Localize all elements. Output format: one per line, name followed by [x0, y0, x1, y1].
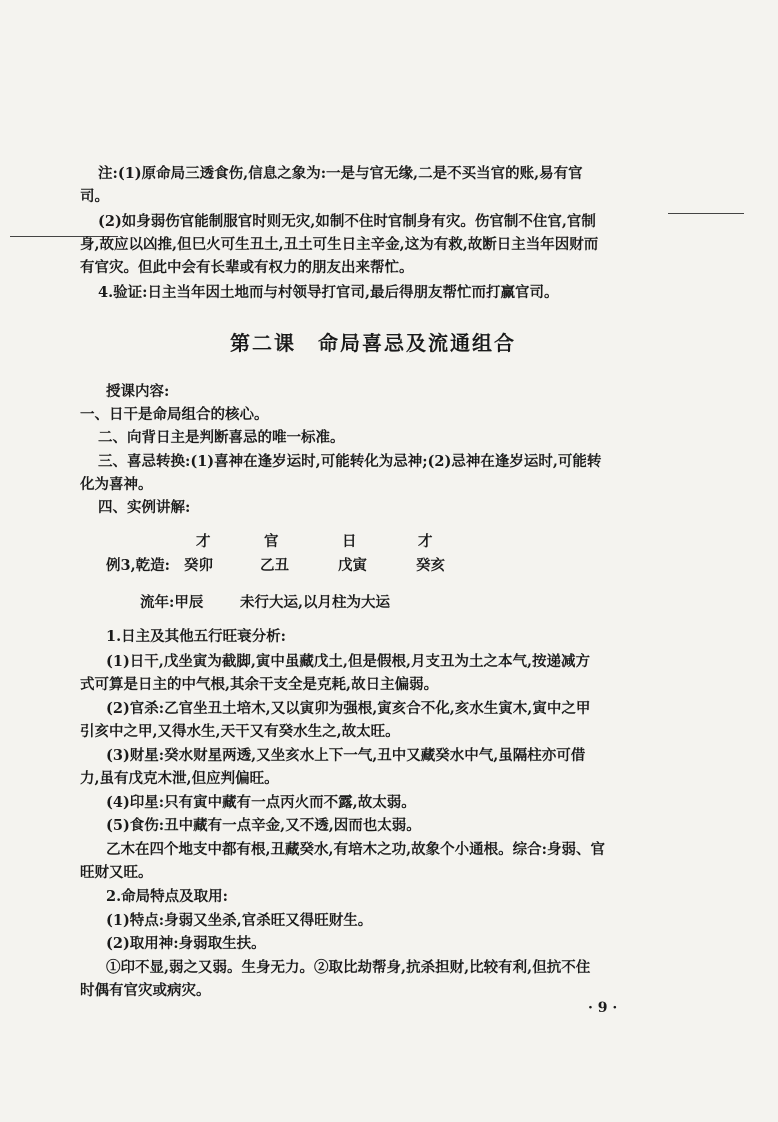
flow-year: 流年:甲辰 [140, 594, 204, 611]
section-heading: 授课内容: [106, 383, 170, 400]
analysis-line: 时偶有官灾或病灾。 [80, 982, 211, 999]
list-item: 化为喜神。 [80, 476, 153, 493]
analysis-line: (1)特点:身弱又坐杀,官杀旺又得旺财生。 [106, 912, 373, 929]
ten-god: 才 [418, 533, 433, 550]
pillar: 戊寅 [338, 557, 367, 574]
example-label: 例3,乾造: [106, 557, 170, 574]
list-item: 二、向背日主是判断喜忌的唯一标准。 [98, 429, 345, 446]
analysis-line: ①印不显,弱之又弱。生身无力。②取比劫帮身,抗杀担财,比较有利,但抗不住 [106, 959, 591, 976]
analysis-line: (2)取用神:身弱取生扶。 [106, 935, 266, 952]
ten-god: 官 [264, 533, 279, 550]
pillar: 癸卯 [184, 557, 213, 574]
pillar: 乙丑 [260, 557, 289, 574]
analysis-line: (5)食伤:丑中藏有一点辛金,又不透,因而也太弱。 [106, 817, 421, 834]
analysis-line: (3)财星:癸水财星两透,又坐亥水上下一气,丑中又藏癸水中气,虽隔柱亦可借 [106, 747, 586, 764]
analysis-line: (4)印星:只有寅中藏有一点丙火而不露,故太弱。 [106, 794, 416, 811]
analysis-line: 引亥中之甲,又得水生,天干又有癸水生之,故太旺。 [80, 723, 400, 740]
analysis-heading: 2.命局特点及取用: [106, 888, 228, 905]
lesson-title: 第二课 命局喜忌及流通组合 [230, 331, 516, 355]
analysis-line: 力,虽有戊克木泄,但应判偏旺。 [80, 770, 279, 787]
note-line: 4.验证:日主当年因土地而与村领导打官司,最后得朋友帮忙而打赢官司。 [98, 284, 559, 301]
list-item: 四、实例讲解: [98, 499, 191, 516]
analysis-heading: 1.日主及其他五行旺衰分析: [106, 628, 286, 645]
analysis-line: (1)日干,戊坐寅为截脚,寅中虽藏戊土,但是假根,月支丑为土之本气,按递减方 [106, 653, 591, 670]
note-line: 司。 [80, 188, 109, 205]
pillar: 癸亥 [416, 557, 445, 574]
page-number: · 9 · [588, 1000, 618, 1016]
list-item: 三、喜忌转换:(1)喜神在逢岁运时,可能转化为忌神;(2)忌神在逢岁运时,可能转 [98, 453, 602, 470]
analysis-line: 旺财又旺。 [80, 864, 153, 881]
note-line: 身,故应以凶推,但巳火可生丑土,丑土可生日主辛金,这为有救,故断日主当年因财而 [80, 236, 599, 253]
analysis-line: 乙木在四个地支中都有根,丑藏癸水,有培木之功,故象个小通根。综合:身弱、官 [106, 841, 605, 858]
analysis-line: 式可算是日主的中气根,其余干支全是克耗,故日主偏弱。 [80, 676, 439, 693]
note-line: 有官灾。但此中会有长辈或有权力的朋友出来帮忙。 [80, 259, 414, 276]
ten-god: 才 [196, 533, 211, 550]
note-line: 注:(1)原命局三透食伤,信息之象为:一是与官无缘,二是不买当官的账,易有官 [98, 165, 583, 182]
flow-note: 未行大运,以月柱为大运 [240, 594, 391, 611]
list-item: 一、日干是命局组合的核心。 [80, 406, 269, 423]
analysis-line: (2)官杀:乙官坐丑土培木,又以寅卯为强根,寅亥合不化,亥水生寅木,寅中之甲 [106, 700, 591, 717]
scan-line-mark [668, 213, 744, 214]
note-line: (2)如身弱伤官能制服官时则无灾,如制不住时官制身有灾。伤官制不住官,官制 [98, 213, 596, 230]
ten-god: 日 [342, 533, 357, 550]
